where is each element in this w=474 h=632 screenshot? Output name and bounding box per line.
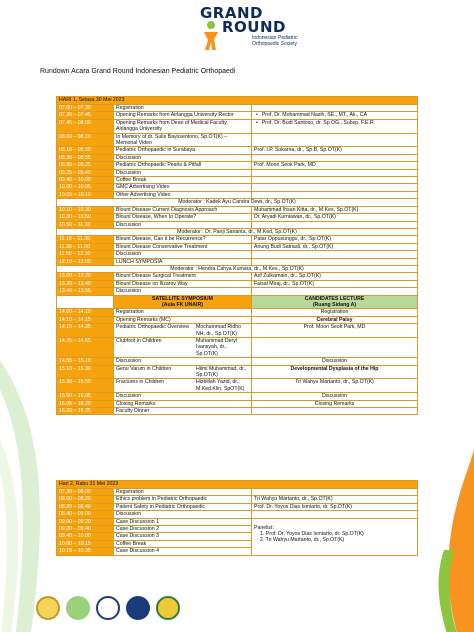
schedule-row	[57, 177, 418, 184]
time-cell: 09.40 – 10.00	[57, 533, 114, 540]
activity-text: Fractures in Children	[116, 379, 165, 386]
activity-cell: Coffee Break	[114, 540, 252, 547]
symposium-row	[57, 365, 418, 379]
activity-cell: Blount Disease, When to Operate?	[114, 214, 252, 221]
speaker-text	[194, 393, 251, 399]
activity-cell: In Memory of dr. Sulis Bayusentono, Sp.OT(K) – Memorial Video	[114, 133, 252, 147]
speaker-cell	[252, 221, 418, 228]
speaker-cell: Patar Oppusunggu, dr., Sp.OT(K)	[252, 236, 418, 243]
moderator-1: Moderator : Kadek Ayu Candra Dewi, dr., Sp.OT(K)	[57, 199, 418, 206]
day2-header-row	[57, 481, 418, 489]
time-cell: 10.00 – 10.15	[57, 540, 114, 547]
time-cell: 15.30 – 15.50	[57, 379, 114, 393]
symposium-row	[57, 400, 418, 407]
schedule-row	[57, 119, 418, 133]
activity-text: Clubfoot in Children	[116, 338, 162, 344]
symposium-row	[57, 338, 418, 358]
speaker-cell	[252, 258, 418, 265]
time-cell: 14.35 – 14.55	[57, 338, 114, 358]
symposium-row	[57, 393, 418, 400]
schedule-row	[57, 112, 418, 119]
activity-speaker-cell	[114, 324, 252, 338]
document-title: Rundown Acara Grand Round Indonesian Pediatric Orthopaedi	[40, 68, 236, 75]
activity-cell: Blount Disease, Can it be Recurrence?	[114, 236, 252, 243]
activity-cell: Ethics problem in Pediatric Orthopaedic	[114, 496, 252, 503]
schedule-row	[57, 184, 418, 191]
candidates-cell: Discussion	[252, 393, 418, 400]
speaker-text: Hilmi Muhammad, dr., Sp.OT(K)	[196, 365, 247, 379]
speaker-text	[194, 358, 251, 364]
speaker-cell: Prof. I.P. Sukarna, dr., Sp.B, Sp.OT(K)	[252, 147, 418, 154]
speaker-cell	[252, 184, 418, 191]
schedule-row	[57, 258, 418, 265]
schedule-row	[57, 511, 418, 518]
activity-speaker-cell	[114, 358, 252, 365]
speaker-cell	[252, 511, 418, 518]
activity-text: Opening Remarks (MC)	[116, 316, 171, 323]
time-cell: 10.00 – 10.05	[57, 184, 114, 191]
time-cell: 14.55 – 15.10	[57, 358, 114, 365]
time-cell: 10.10 – 10.30	[57, 206, 114, 213]
logo-text-round: ROUND	[222, 18, 286, 36]
speaker-text: Muhammad Deryl Ivansyah, dr., Sp.OT(K)	[196, 338, 237, 357]
time-cell: 08.00 – 08.20	[57, 496, 114, 503]
symposium-header-row	[57, 295, 418, 309]
time-cell: 13.20 – 13.40	[57, 280, 114, 287]
time-cell: 09.20 – 09.40	[57, 526, 114, 533]
speaker-cell: • Prof. Dr. Budi Santoso, dr. Sp.OG., Subsp. F.E.R.	[252, 119, 418, 133]
speaker-cell	[252, 133, 418, 147]
time-cell: 07.30 – 08.00	[57, 489, 114, 496]
activity-text: Discussion	[116, 358, 142, 365]
schedule-row	[57, 162, 418, 169]
speaker-cell	[252, 105, 418, 112]
panelist-name: 2. Tri Wahyu Martanto, dr., Sp.OT(K)	[260, 537, 345, 544]
time-cell: 09.25 – 09.40	[57, 169, 114, 176]
activity-cell: Discussion	[114, 169, 252, 176]
activity-cell: Pediatric Orthopaedic Pearls & Pitfall	[114, 162, 252, 169]
activity-text: Pediatric Orthopaedic Overview	[116, 324, 189, 331]
speaker-text	[194, 408, 251, 414]
satellite-title: SATELLITE SYMPOSIUM	[151, 295, 213, 302]
speaker-cell	[252, 191, 418, 198]
schedule-row	[57, 280, 418, 287]
speaker-text	[194, 317, 251, 323]
schedule-row	[57, 169, 418, 176]
candidates-cell	[252, 338, 418, 358]
logo-subtitle: Indonesian Pediatric Orthopaedic Society	[252, 35, 298, 47]
day1-schedule-table	[56, 96, 418, 415]
time-cell: 14.15 – 14.35	[57, 324, 114, 338]
speaker-cell: Muhammad Ihsan Kitta, dr., M.Kes, Sp.OT(K)	[252, 206, 418, 213]
time-cell: 08.00 – 08.10	[57, 133, 114, 147]
schedule-row	[57, 273, 418, 280]
time-cell: 14.00 – 14.10	[57, 309, 114, 316]
schedule-row	[57, 243, 418, 250]
candidates-title: CANDIDATES LECTURE	[304, 295, 365, 302]
speaker-cell: Prof. Moon Seok Park, MD	[252, 162, 418, 169]
time-cell: 09.00 – 09.20	[57, 518, 114, 525]
speaker-cell: Prof. Dr. Yoyos Dias Ismiarto, dr. Sp.OT(K)	[252, 503, 418, 510]
activity-cell: GMC Advertising Video	[114, 184, 252, 191]
grand-round-logo	[200, 4, 310, 56]
hospital-logo-icon	[66, 596, 90, 620]
activity-cell: Case Discussion 1	[114, 518, 252, 525]
faculty-seal-icon	[156, 596, 180, 620]
time-cell: 15.50 – 16.05	[57, 393, 114, 400]
candidates-cell: Closing Remarks	[252, 400, 418, 407]
activity-speaker-cell	[114, 338, 252, 358]
time-cell: 10.05 – 10.10	[57, 191, 114, 198]
speaker-cell: Faisal Miraj, dr., Sp.OT(K)	[252, 280, 418, 287]
speaker-cell: Tri Wahyu Martanto, dr., Sp.OT(K)	[252, 496, 418, 503]
satellite-room: (Aula FK UNAIR)	[162, 301, 203, 308]
activity-cell: Pediatric Orthopaedic in Surabaya	[114, 147, 252, 154]
candidates-cell: Registration	[252, 309, 418, 316]
panelist-name: 1. Prof. Dr. Yoyos Dias Ismiarto, dr. Sp.OT(K)	[260, 531, 364, 538]
speaker-cell	[252, 154, 418, 161]
speaker-text: Hizbillah Yazid, dr., M.Ked.Klin, SpOT(K)	[196, 379, 245, 392]
symposium-row	[57, 358, 418, 365]
schedule-row	[57, 105, 418, 112]
time-cell: 11.50 – 12.10	[57, 251, 114, 258]
symposium-row	[57, 316, 418, 323]
activity-cell: Case Discussion 3	[114, 533, 252, 540]
panelist-cell	[252, 518, 418, 555]
activity-cell: Blount Disease Conservative Treatment	[114, 243, 252, 250]
speaker-text	[194, 401, 251, 407]
speaker-cell	[252, 288, 418, 295]
schedule-row	[57, 236, 418, 243]
time-cell: 08.30 – 08.55	[57, 154, 114, 161]
university-seal-icon	[36, 596, 60, 620]
time-cell: 15.10 – 15.30	[57, 365, 114, 379]
speaker-cell	[252, 177, 418, 184]
activity-cell: Discussion	[114, 154, 252, 161]
activity-speaker-cell	[114, 316, 252, 323]
schedule-row	[57, 489, 418, 496]
time-cell: 07.45 – 08.00	[57, 119, 114, 133]
time-cell: 09.40 – 10.00	[57, 177, 114, 184]
candidates-cell: Tri Wahyu Martanto, dr., Sp.OT(K)	[252, 379, 418, 393]
day1-header-row	[57, 97, 418, 105]
logo-text-grand: GRAND	[200, 4, 263, 22]
schedule-row	[57, 133, 418, 147]
time-cell: 16.20 – 16.35	[57, 408, 114, 415]
symposium-row	[57, 309, 418, 316]
activity-cell: Blount Disease Surgical Treatment	[114, 273, 252, 280]
speaker-text: Mochammad Ridho NH, dr., Sp.OT(K)	[196, 324, 241, 337]
activity-cell: Opening Remarks from Dean of Medical Faculty Airlangga University	[114, 119, 252, 133]
moderator-2: Moderator : Dr. Panji Sananta, dr., M.Ked, Sp.OT(K)	[57, 228, 418, 235]
time-cell: 13.40 – 13.55	[57, 288, 114, 295]
symposium-row	[57, 408, 418, 415]
time-cell: 08.55 – 09.25	[57, 162, 114, 169]
time-cell: 13.00 – 13.20	[57, 273, 114, 280]
speaker-cell	[252, 251, 418, 258]
activity-text: Closing Remarks	[116, 400, 156, 407]
activity-cell: Blount Disease Current Diagnosis Approach	[114, 206, 252, 213]
activity-cell: Blount Disease on Ilizarov Way	[114, 280, 252, 287]
schedule-row	[57, 154, 418, 161]
satellite-symposium-header	[114, 295, 252, 309]
time-cell: 10.15 – 10.35	[57, 548, 114, 555]
time-cell: 08.20 – 08.40	[57, 503, 114, 510]
speaker-text	[194, 309, 251, 315]
schedule-row	[57, 221, 418, 228]
activity-text: Discussion	[116, 393, 142, 400]
speaker-cell: • Prof. Dr. Mohammad Nasih, SE., MT., Ak., CA	[252, 112, 418, 119]
activity-cell: Case Discussion 4	[114, 548, 252, 555]
speaker-cell	[252, 169, 418, 176]
moderator-3: Moderator : Hendra Cahya Kumara, dr., M.Kes., Sp.OT(K)	[57, 265, 418, 272]
activity-speaker-cell	[114, 379, 252, 393]
schedule-row	[57, 147, 418, 154]
time-cell: 08.40 – 09.00	[57, 511, 114, 518]
speaker-cell: Dr. Aryadi Kurniawan, dr., Sp.OT(K)	[252, 214, 418, 221]
time-cell: 12.10 – 13.00	[57, 258, 114, 265]
schedule-row	[57, 214, 418, 221]
time-cell: 14.10 – 14.15	[57, 316, 114, 323]
activity-cell: Coffee Break	[114, 177, 252, 184]
schedule-row	[57, 503, 418, 510]
candidates-cell: Developmental Dysplasia of the Hip	[252, 365, 418, 379]
day2-header: Hari 2, Rabu 31 Mei 2023	[57, 481, 418, 489]
schedule-row	[57, 206, 418, 213]
speaker-cell	[252, 489, 418, 496]
association-logo-icon	[126, 596, 150, 620]
candidates-cell	[252, 408, 418, 415]
time-cell: 11.10 – 11.30	[57, 236, 114, 243]
activity-cell: Discussion	[114, 221, 252, 228]
candidates-cell: Cerebral Palsy	[252, 316, 418, 323]
activity-cell: Registration	[114, 489, 252, 496]
activity-text: Registration	[116, 309, 144, 316]
activity-cell: Patient Safety in Pediatric Orthopaedic	[114, 503, 252, 510]
activity-speaker-cell	[114, 400, 252, 407]
activity-speaker-cell	[114, 408, 252, 415]
activity-text: Faculty Dinner	[116, 408, 150, 415]
activity-cell: Case Discussion 2	[114, 526, 252, 533]
child-figure-icon	[200, 20, 222, 50]
time-cell: 10.50 – 11.10	[57, 221, 114, 228]
time-cell: 10.30 – 10.50	[57, 214, 114, 221]
sponsor-logos	[36, 596, 186, 622]
activity-cell: LUNCH SYMPOSIA	[114, 258, 252, 265]
society-logo-icon	[96, 596, 120, 620]
time-cell: 16.05 – 16.20	[57, 400, 114, 407]
speaker-cell: Arif Zulkarnain, dr., Sp.OT(K)	[252, 273, 418, 280]
time-cell: 07.00 – 07.30	[57, 105, 114, 112]
schedule-row	[57, 191, 418, 198]
case-row	[57, 518, 418, 525]
speaker-cell: Anung Budi Satriadi, dr., Sp.OT(K)	[252, 243, 418, 250]
time-cell: 08.10 – 08.30	[57, 147, 114, 154]
symposium-row	[57, 379, 418, 393]
time-cell: 11.30 – 11.50	[57, 243, 114, 250]
activity-speaker-cell	[114, 365, 252, 379]
symposium-row	[57, 324, 418, 338]
decorative-green-swoosh	[0, 360, 60, 632]
activity-speaker-cell	[114, 309, 252, 316]
schedule-row	[57, 288, 418, 295]
candidates-lecture-header	[252, 295, 418, 309]
activity-cell: Discussion	[114, 288, 252, 295]
schedule-row	[57, 496, 418, 503]
activity-cell: Discussion	[114, 251, 252, 258]
activity-speaker-cell	[114, 393, 252, 400]
schedule-row	[57, 251, 418, 258]
candidates-cell: Discussion	[252, 358, 418, 365]
day1-header: HARI 1, Selasa 30 Mei 2023	[57, 97, 418, 105]
time-cell: 07.30 – 07.45	[57, 112, 114, 119]
activity-text: Genu Varum in Children	[116, 365, 172, 372]
activity-cell: Registration	[114, 105, 252, 112]
activity-cell: Other Advertising Video	[114, 191, 252, 198]
day2-schedule-table	[56, 480, 418, 556]
activity-cell: Discussion	[114, 511, 252, 518]
candidates-cell: Prof. Moon Seok Park, MD	[252, 324, 418, 338]
activity-cell: Opening Remarks from Airlangga University Rector	[114, 112, 252, 119]
candidates-room: (Ruang Sidang A)	[312, 301, 357, 308]
panelist-label: Panelist:	[254, 524, 274, 531]
